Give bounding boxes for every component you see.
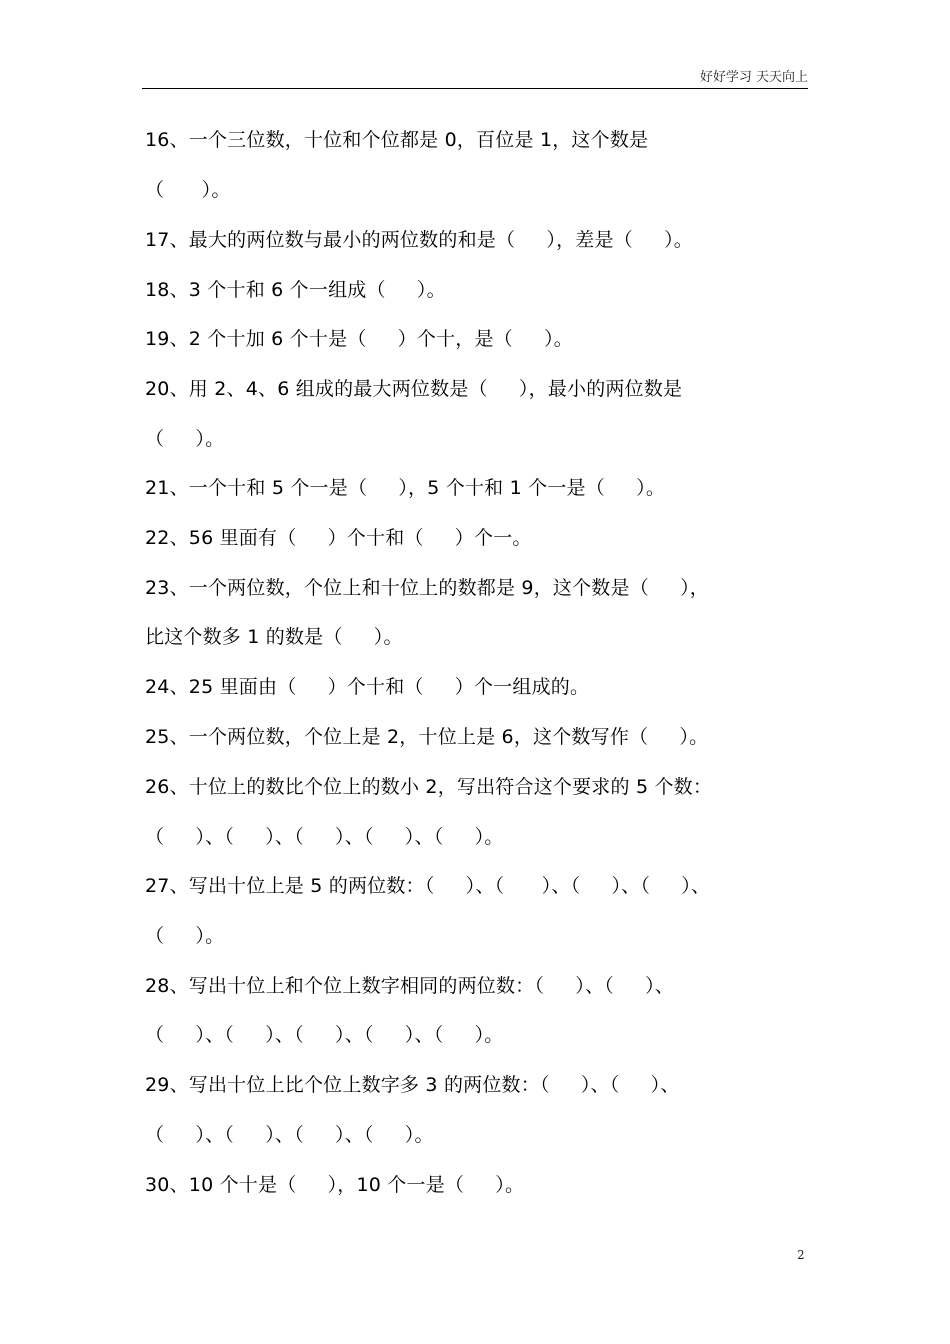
- question-21: 21、一个十和 5 个一是（ ），5 个十和 1 个一是（ ）。: [145, 477, 666, 499]
- question-16-line-1: 16、一个三位数，十位和个位都是 0，百位是 1，这个数是: [145, 129, 649, 151]
- header-divider: [142, 88, 808, 89]
- question-25: 25、一个两位数，个位上是 2，十位上是 6，这个数写作（ ）。: [145, 726, 709, 748]
- question-20-line-1: 20、用 2、4、6 组成的最大两位数是（ ），最小的两位数是: [145, 378, 683, 400]
- question-18: 18、3 个十和 6 个一组成（ ）。: [145, 279, 446, 301]
- question-27-line-1: 27、写出十位上是 5 的两位数：（ ）、（ ）、（ ）、（ ）、: [145, 875, 711, 897]
- question-17: 17、最大的两位数与最小的两位数的和是（ ），差是（ ）。: [145, 229, 693, 251]
- question-24: 24、25 里面由（ ）个十和（ ）个一组成的。: [145, 676, 590, 698]
- question-26-line-1: 26、十位上的数比个位上的数小 2，写出符合这个要求的 5 个数：: [145, 776, 713, 798]
- question-19: 19、2 个十加 6 个十是（ ）个十，是（ ）。: [145, 328, 573, 350]
- question-20-line-2: （ ）。: [145, 428, 225, 450]
- question-26-line-2: （ ）、（ ）、（ ）、（ ）、（ ）。: [145, 826, 504, 848]
- page-number: 2: [797, 1248, 805, 1262]
- question-30: 30、10 个十是（ ），10 个一是（ ）。: [145, 1174, 525, 1196]
- question-27-line-2: （ ）。: [145, 925, 225, 947]
- question-29-line-1: 29、写出十位上比个位上数字多 3 的两位数：（ ）、（ ）、: [145, 1074, 680, 1096]
- page-header: 好好学习 天天向上: [699, 70, 808, 85]
- question-22: 22、56 里面有（ ）个十和（ ）个一。: [145, 527, 532, 549]
- question-16-line-2: （ ）。: [145, 179, 231, 201]
- question-29-line-2: （ ）、（ ）、（ ）、（ ）。: [145, 1124, 434, 1146]
- question-28-line-2: （ ）、（ ）、（ ）、（ ）、（ ）。: [145, 1024, 504, 1046]
- question-23-line-1: 23、一个两位数，个位上和十位上的数都是 9，这个数是（ ），: [145, 577, 710, 599]
- question-23-line-2: 比这个数多 1 的数是（ ）。: [145, 626, 403, 648]
- question-28-line-1: 28、写出十位上和个位上数字相同的两位数：（ ）、（ ）、: [145, 975, 674, 997]
